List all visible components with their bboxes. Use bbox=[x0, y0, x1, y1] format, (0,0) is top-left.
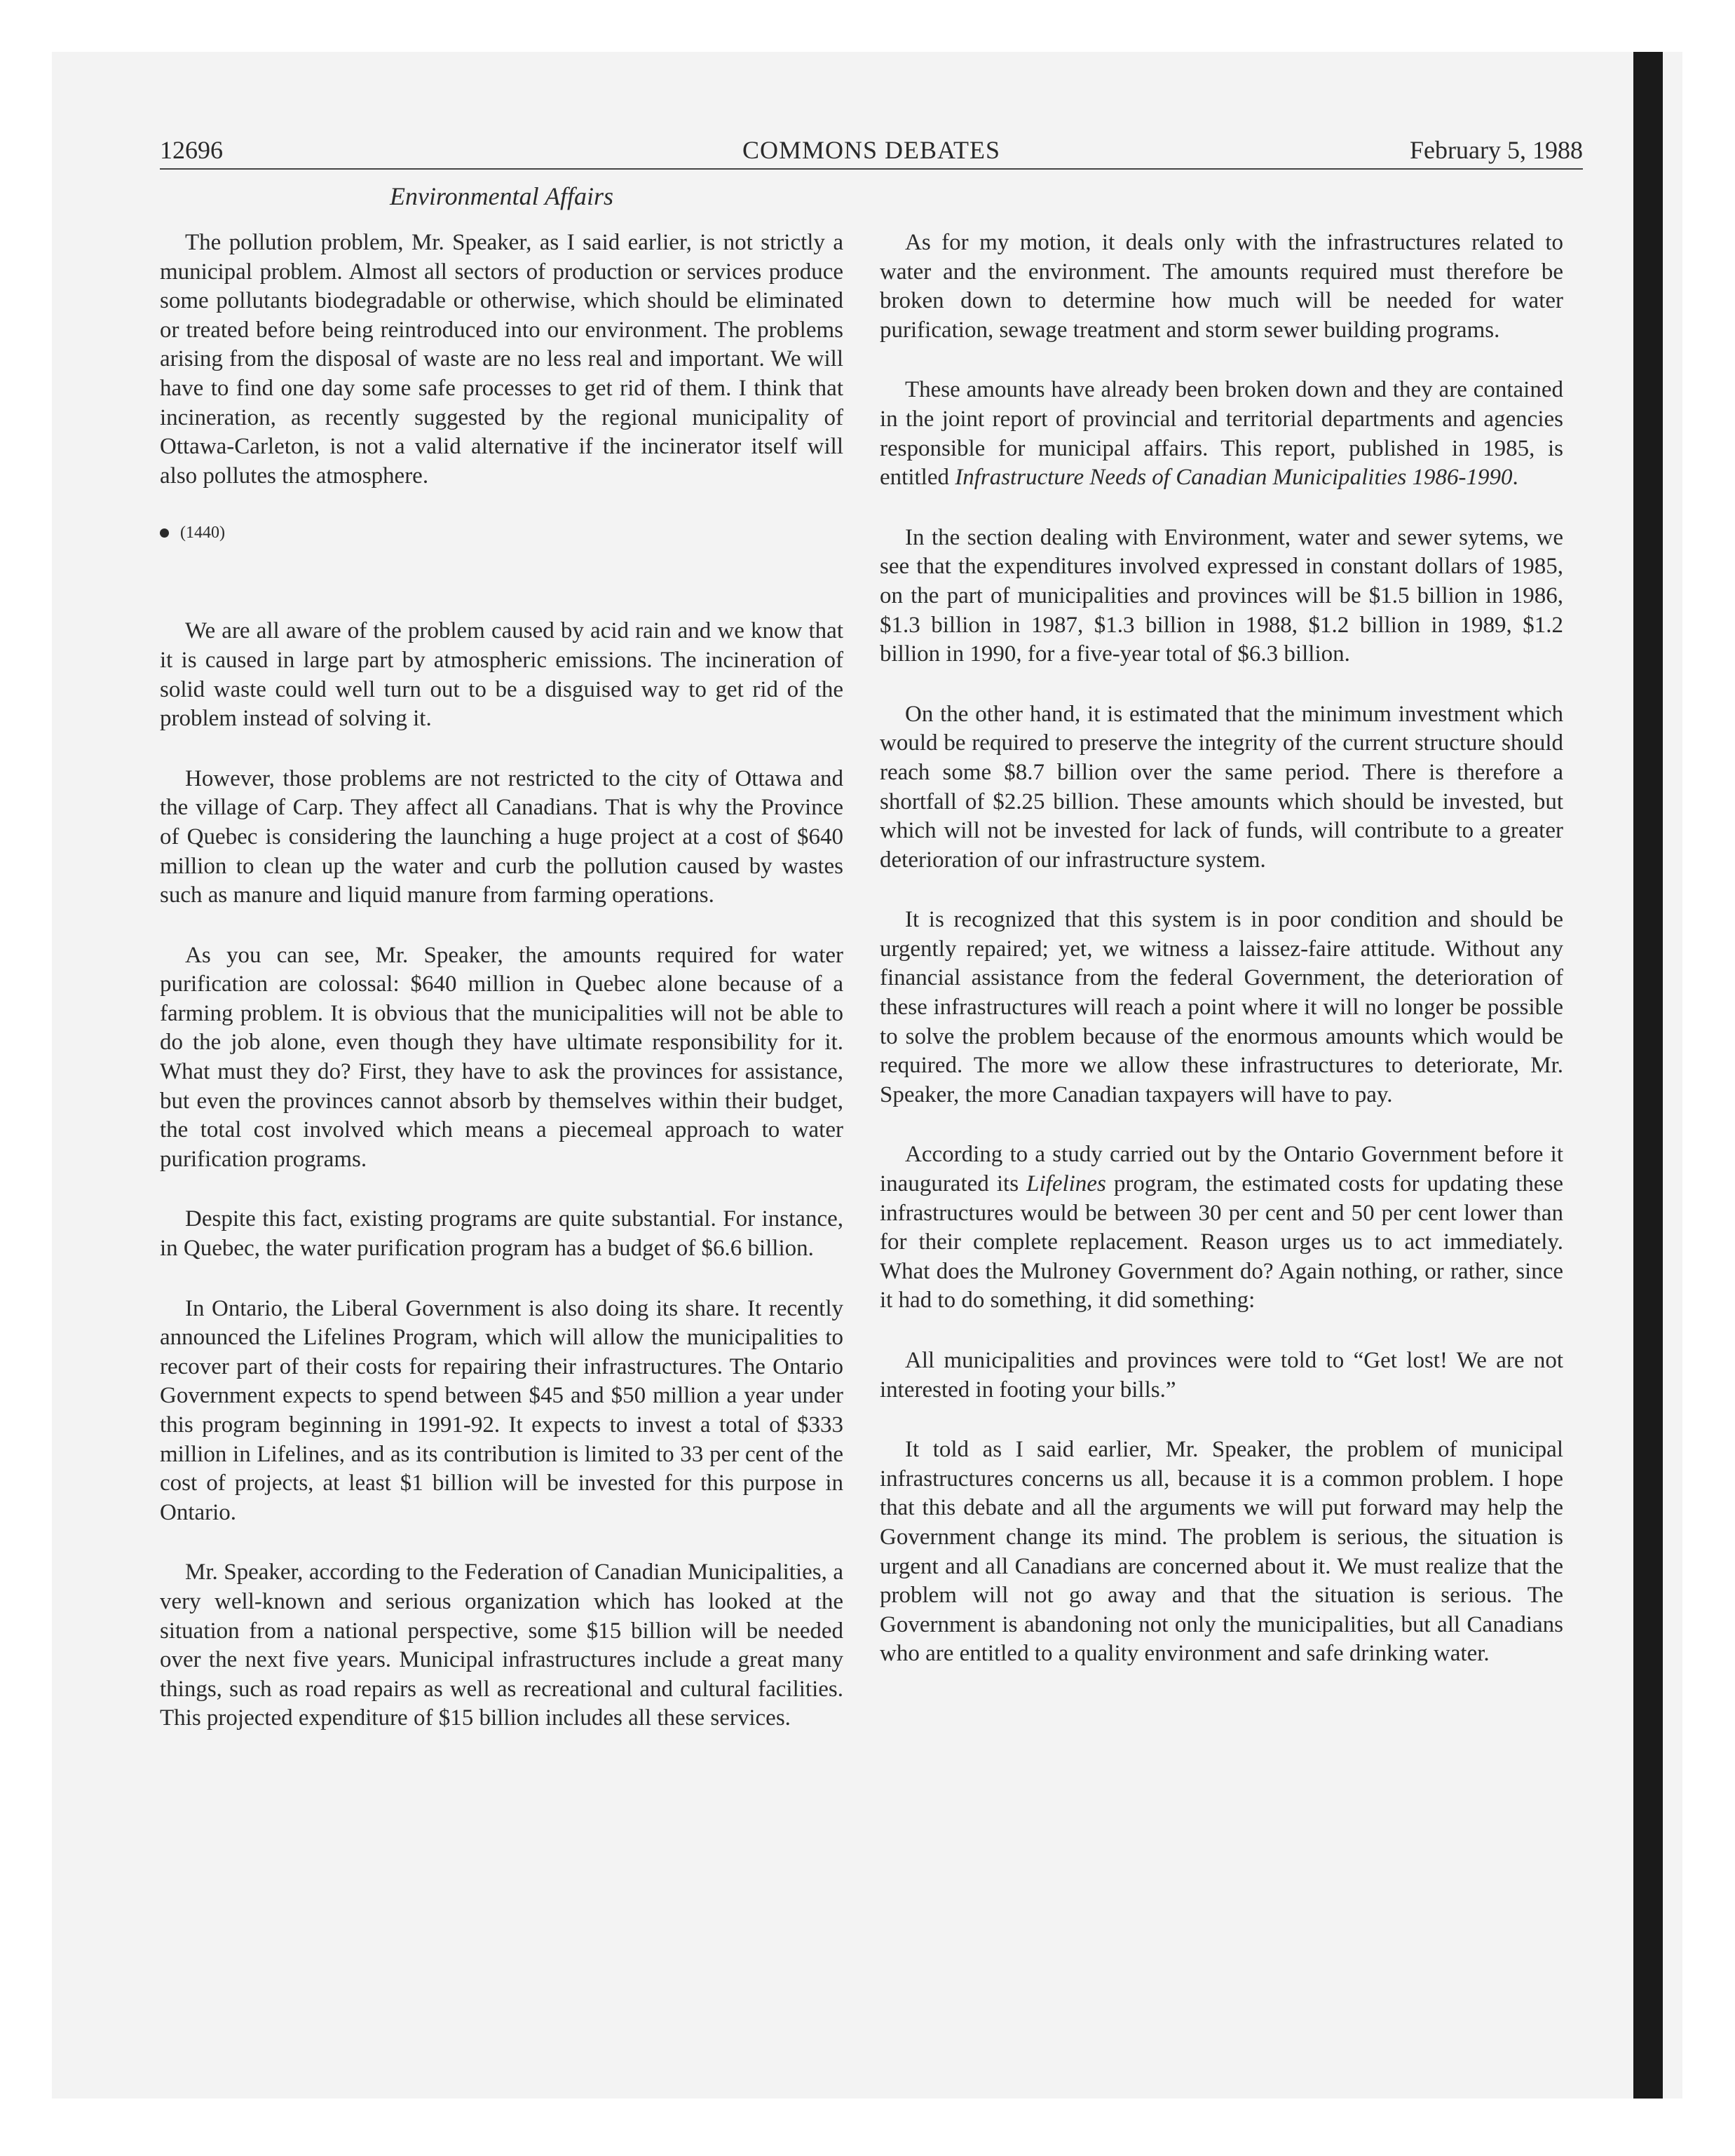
paragraph-text: . bbox=[1512, 465, 1518, 491]
paragraph: However, those problems are not restricted to the city of Ottawa and the village of Carp. They affect all Canadians. That is why the Province of Quebec is considering the launching a huge project at a cost of $640 million to clean up the water and curb the pollution caused by wastes such as manure and liquid manure from farming operations. bbox=[160, 765, 843, 908]
paragraph bbox=[880, 376, 1563, 492]
paragraph: We are all aware of the problem caused by acid rain and we know that it is caused in large part by atmospheric emissions. The incineration of solid waste could well turn out to be a disguised way to get rid of the problem instead of solving it. bbox=[160, 618, 843, 732]
paragraph: Mr. Speaker, according to the Federation of Canadian Municipalities, a very well-known and serious organization which has looked at the situation from a national perspective, some $15 billion will be needed over the next five years. Municipal infrastructures include a great many things, such as road repairs as well as recreational and cultural facilities. This projected expenditure of $15 billion includes all these services. bbox=[160, 1560, 843, 1731]
paragraph: In Ontario, the Liberal Government is also doing its share. It recently announced the Lifelines Program, which will allow the municipalities to recover part of their costs for repairing their infrastructures. The Ontario Government expects to spend between $45 and $50 million a year under this program beginning in 1991-92. It expects to invest a total of $333 million in Lifelines, and as its contribution is limited to 33 per cent of the cost of projects, at least $1 billion will be invested for this purpose in Ontario. bbox=[160, 1295, 843, 1525]
left-column bbox=[160, 228, 843, 1764]
right-column bbox=[880, 228, 1563, 1700]
paragraph: It is recognized that this system is in poor condition and should be urgently repaired; yet, we witness a laissez-faire attitude. Without any financial assistance from the federal Government, the deterioration of these infrastructures will reach a point where it will no longer be possible to solve the problem because of the enormous amounts which would be required. The more we allow these infrastructures to deteriorate, Mr. Speaker, the more Canadian taxpayers will have to pay. bbox=[880, 907, 1563, 1107]
scan-edge-shadow bbox=[1633, 52, 1663, 2099]
time-marker bbox=[160, 521, 843, 544]
page-header bbox=[160, 135, 1583, 165]
paragraph-text: According to a study carried out by the Ontario Government before it inaugurated its bbox=[880, 1142, 1563, 1197]
paragraph: As you can see, Mr. Speaker, the amounts required for water purification are colossal: $640 million in Quebec alone because of a farming problem. It is obvious that the municipalities will not be able to do the job alone, even though they have ultimate responsibility for it. What must they do? First, they have to ask the provinces for assistance, but even the provinces cannot absorb by themselves within their budget, the total cost involved which means a piecemeal approach to water purification programs. bbox=[160, 942, 843, 1172]
page-date: February 5, 1988 bbox=[1410, 136, 1583, 164]
program-name: Lifelines bbox=[1026, 1171, 1106, 1197]
report-title: Infrastructure Needs of Canadian Municipalities 1986-1990 bbox=[955, 465, 1513, 491]
time-marker-label: (1440) bbox=[180, 524, 225, 543]
paragraph: Despite this fact, existing programs are quite substantial. For instance, in Quebec, the water purification program has a budget of $6.6 billion. bbox=[160, 1206, 843, 1262]
paragraph: All municipalities and provinces were told to “Get lost! We are not interested in footing your bills.” bbox=[880, 1348, 1563, 1403]
publication-title: COMMONS DEBATES bbox=[742, 136, 1001, 164]
paragraph: It told as I said earlier, Mr. Speaker, the problem of municipal infrastructures concerns us all, because it is a common problem. I hope that this debate and all the arguments we will put forward may help the Government change its mind. The problem is serious, the situation is urgent and all Canadians are concerned about it. We must realize that the problem will not go away and that the situation is serious. The Government is abandoning not only the municipalities, but all Canadians who are entitled to a quality environment and safe drinking water. bbox=[880, 1437, 1563, 1667]
paragraph-text: These amounts have already been broken down and they are contained in the joint report of provincial and territorial departments and agencies responsible for municipal affairs. This report, published in 1985, is entitled bbox=[880, 377, 1563, 491]
paragraph-text: program, the estimated costs for updating these infrastructures would be between 30 per cent and 50 per cent lower than for their complete replacement. Reason urges us to act immediately. What does the Mulroney Government do? Again nothing, or rather, since it had to do something, it did something: bbox=[880, 1171, 1563, 1314]
paragraph bbox=[880, 1140, 1563, 1316]
paragraph: The pollution problem, Mr. Speaker, as I said earlier, is not strictly a municipal problem. Almost all sectors of production or services produce some pollutants biodegradable or otherwise, which should be eliminated or treated before being reintroduced into our environment. The problems arising from the disposal of waste are no less real and important. We will have to find one day some safe processes to get rid of them. I think that incineration, as recently suggested by the regional municipality of Ottawa-Carleton, is not a valid alternative if the incinerator itself will also pollutes the atmosphere. bbox=[160, 230, 843, 489]
page-number: 12696 bbox=[160, 136, 223, 164]
header-rule bbox=[160, 168, 1583, 170]
section-title: Environmental Affairs bbox=[390, 182, 613, 210]
paragraph: In the section dealing with Environment, water and sewer sytems, we see that the expenditures involved expressed in constant dollars of 1985, on the part of municipalities and provinces will be $1.5 billion in 1986, $1.3 billion in 1987, $1.3 billion in 1988, $1.2 billion in 1989, $1.2 billion in 1990, for a five-year total of $6.3 billion. bbox=[880, 524, 1563, 667]
paragraph: On the other hand, it is estimated that the minimum investment which would be required to preserve the integrity of the current structure should reach some $8.7 billion over the same period. There is therefore a shortfall of $2.25 billion. These amounts which should be invested, but which will not be invested for lack of funds, will contribute to a greater deterioration of our infrastructure system. bbox=[880, 701, 1563, 873]
bullet-icon bbox=[160, 528, 169, 538]
paragraph: As for my motion, it deals only with the infrastructures related to water and the environment. The amounts required must therefore be broken down to determine how much will be needed for water purification, sewage treatment and storm sewer building programs. bbox=[880, 230, 1563, 343]
